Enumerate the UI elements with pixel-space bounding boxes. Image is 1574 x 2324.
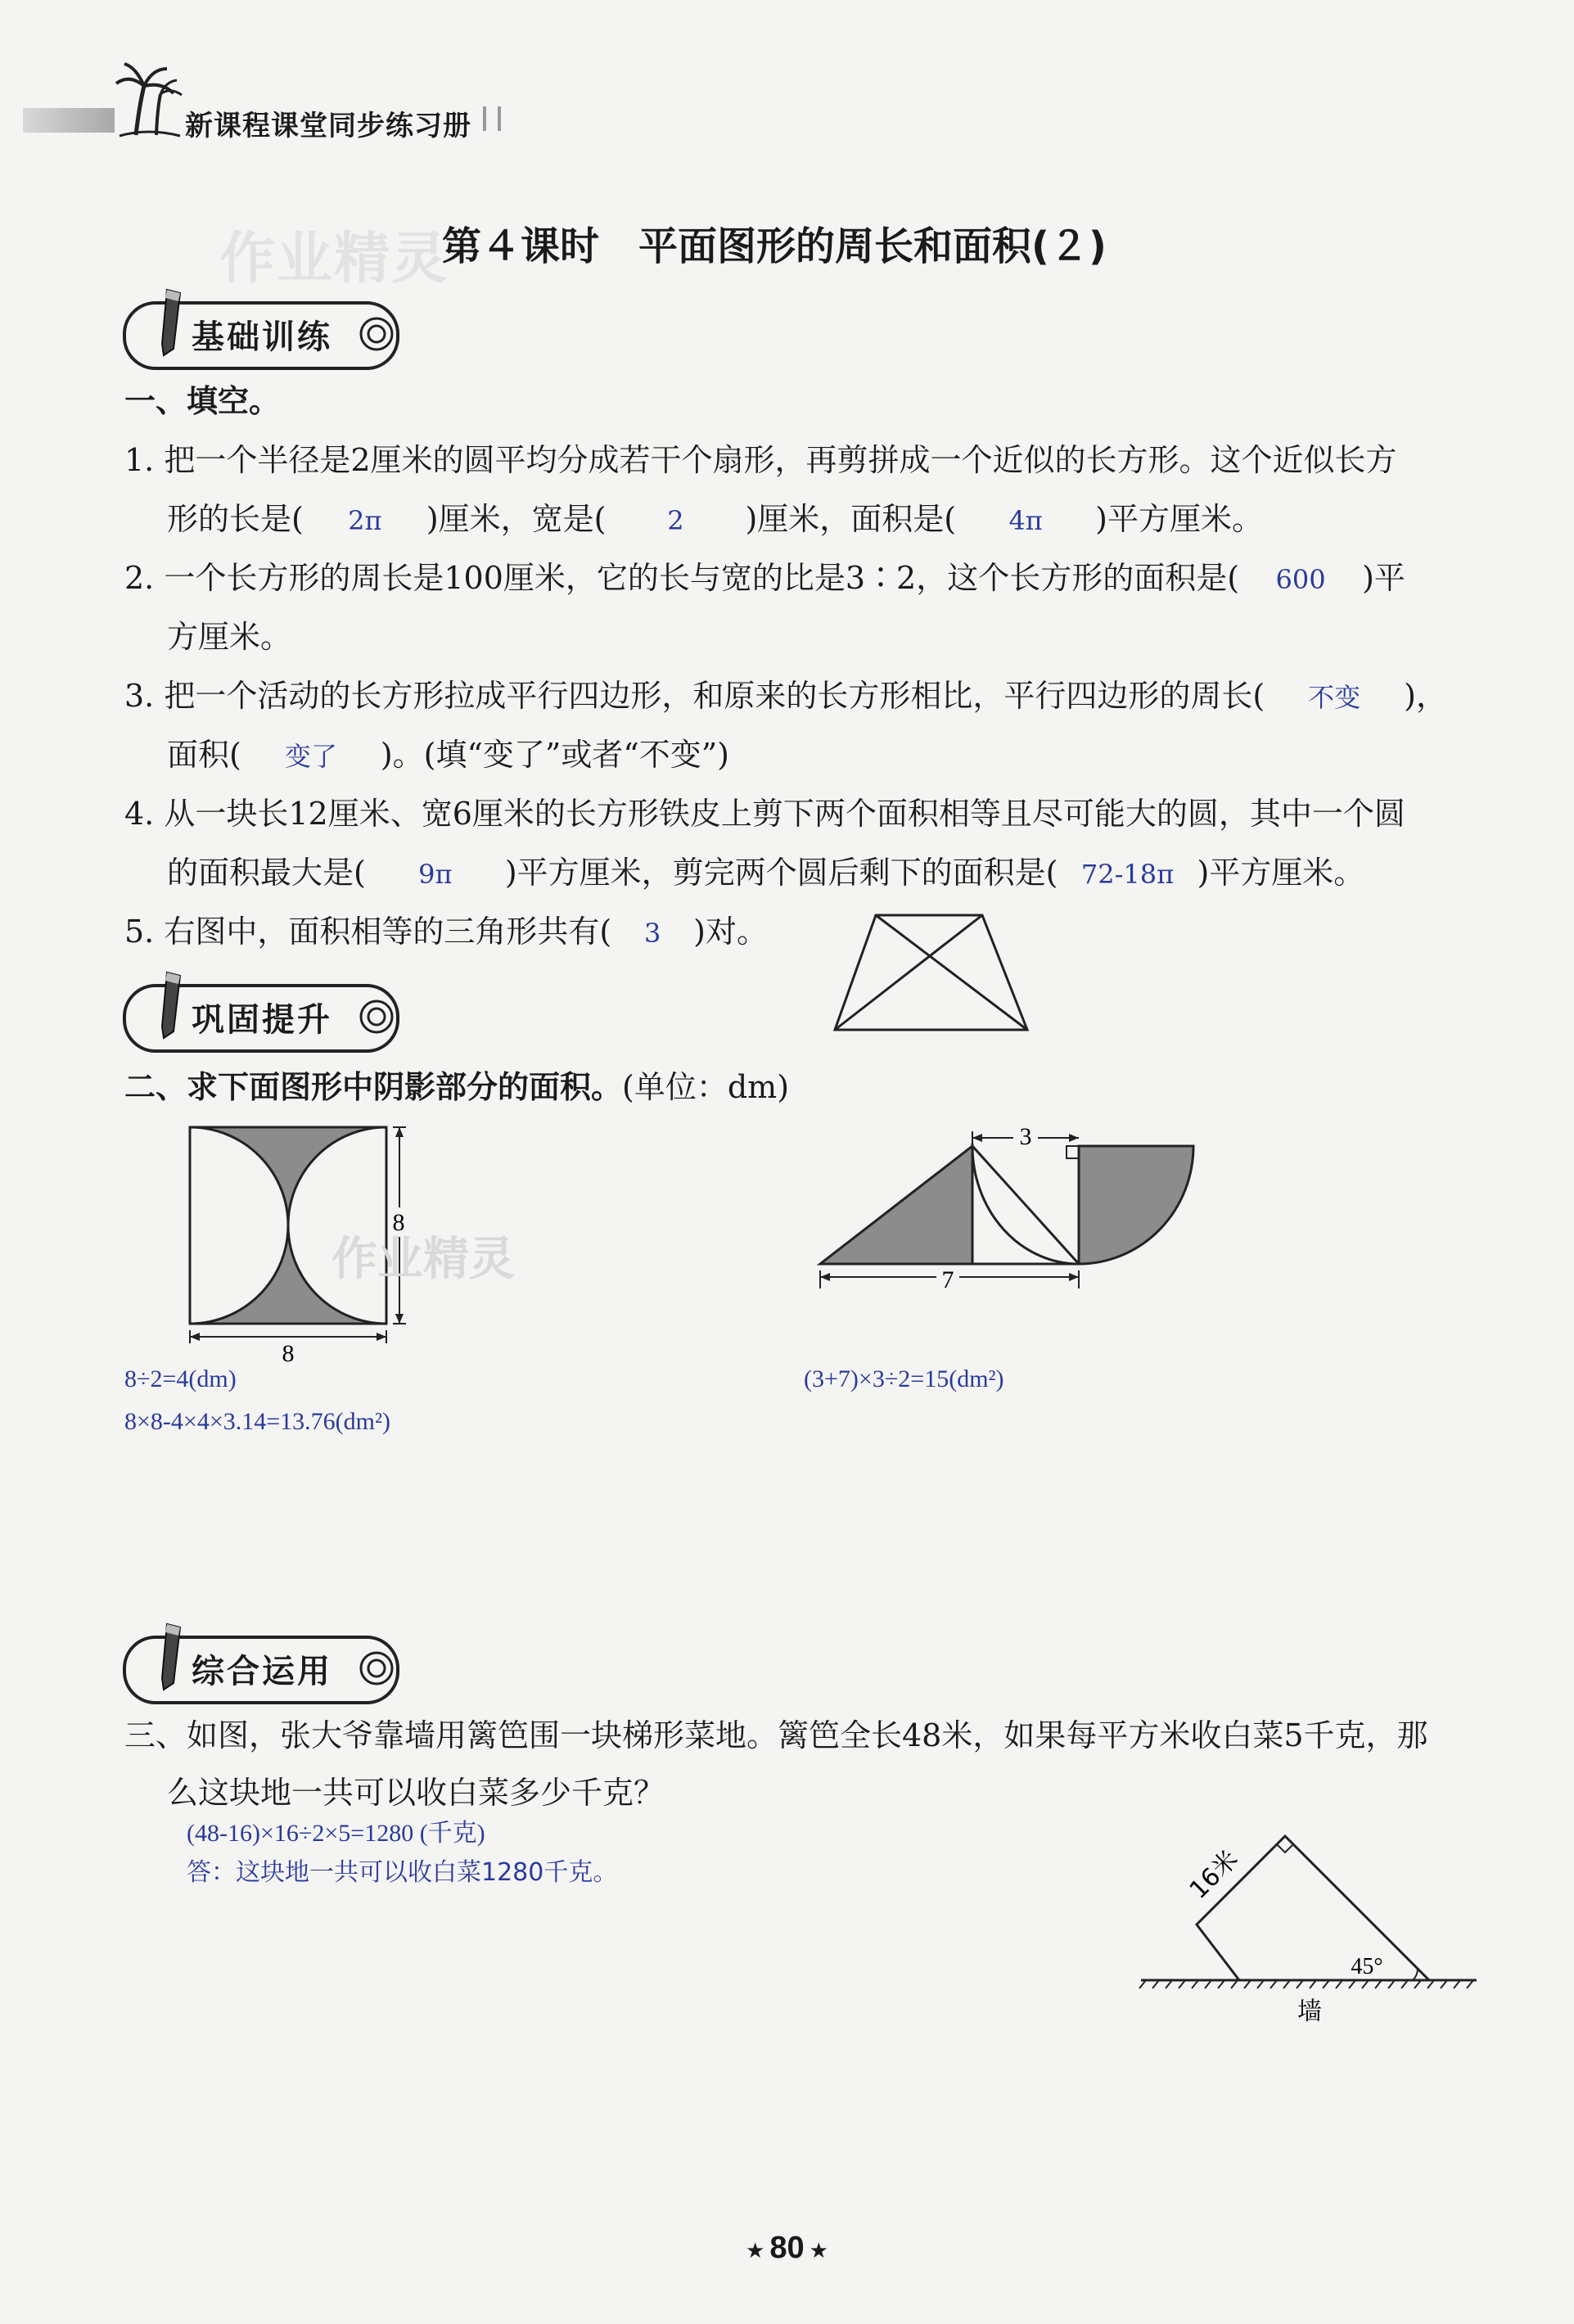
calc1-line2: 8×8-4×4×3.14=13.76(dm²) (124, 1408, 390, 1435)
fig3-angle-label: 45° (1351, 1954, 1383, 1979)
part3-answer: 答：这块地一共可以收白菜1280千克。 (187, 1858, 618, 1887)
lesson-title: 第４课时 平面图形的周长和面积(２) (442, 223, 1107, 269)
q1-text-a: 形的长是( (167, 501, 304, 537)
fig2-top-label: 3 (1019, 1128, 1032, 1150)
page-header (0, 57, 1574, 147)
q4-text-b: )平方厘米，剪完两个圆后剩下的面积是( (504, 855, 1058, 891)
q3-text-b: )， (1404, 678, 1447, 714)
target-icon (359, 999, 395, 1035)
section-label-consolidate: 巩固提升 (192, 1001, 332, 1039)
q1-line2 (167, 501, 1263, 539)
part2-heading: 二、求下面图形中阴影部分的面积。 (124, 1069, 623, 1105)
fig2-bottom-label: 7 (941, 1266, 954, 1293)
section-badge-basic (123, 301, 409, 367)
q5-text-a: 5. 右图中，面积相等的三角形共有( (124, 914, 612, 950)
q1-answer-area: 4π (1008, 505, 1043, 536)
q3-line1 (124, 678, 1447, 715)
fig1-bottom-label: 8 (282, 1340, 295, 1363)
calc2-line: (3+7)×3÷2=15(dm²) (804, 1365, 1004, 1392)
q3-line2 (167, 737, 729, 774)
watermark: 作业精灵 (219, 227, 449, 291)
q2-line1 (124, 560, 1405, 598)
q3-text-d: )。(填“变了”或者“不变”) (380, 737, 730, 773)
q4-text-c: )平方厘米。 (1197, 855, 1365, 891)
section-badge-comprehensive (123, 1636, 409, 1701)
q2-line2: 方厘米。 (167, 619, 292, 655)
q5-line (124, 914, 768, 951)
header-bars (483, 106, 501, 131)
q3-text-line1: 三、如图，张大爷靠墙用篱笆围一块梯形菜地。篱笆全长48米，如果每平方米收白菜5千克，那 (124, 1717, 1428, 1753)
q2-answer: 600 (1275, 564, 1326, 595)
target-icon (359, 1650, 395, 1686)
q3-text-c: 面积( (167, 737, 241, 773)
q1-answer-length: 2π (348, 505, 382, 536)
section-badge-consolidate (123, 984, 409, 1049)
q4-line1: 4. 从一块长12厘米、宽6厘米的长方形铁皮上剪下两个面积相等且尽可能大的圆，其中一个圆 (124, 796, 1405, 832)
q1-answer-width: 2 (667, 505, 684, 536)
q3-answer-perimeter: 不变 (1308, 682, 1361, 713)
q3-answer-area: 变了 (284, 741, 337, 772)
q2-text-a: 2. 一个长方形的周长是100厘米，它的长与宽的比是3∶2，这个长方形的面积是( (124, 560, 1240, 596)
page-number: 80 (769, 2231, 805, 2265)
q3-text-line2: 么这块地一共可以收白菜多少千克？ (167, 1775, 665, 1811)
page-number-row (0, 2231, 1574, 2266)
fig3-wall-label: 墙 (1297, 1997, 1322, 2026)
garden-figure (1130, 1821, 1490, 2034)
pencil-icon (156, 966, 192, 1056)
composite-figure (810, 1128, 1203, 1316)
section-label-comprehensive: 综合运用 (192, 1653, 332, 1690)
book-title: 新课程课堂同步练习册 (185, 110, 471, 142)
figure-watermark: 作业精灵 (331, 1233, 515, 1286)
q1-text-b: )厘米，宽是( (426, 501, 607, 537)
q4-line2 (167, 855, 1364, 892)
q1-text-d: )平方厘米。 (1095, 501, 1263, 537)
q5-text-b: )对。 (693, 914, 768, 950)
header-gray-bar (23, 108, 115, 133)
pencil-icon (156, 283, 192, 373)
part1-heading: 一、填空。 (124, 383, 281, 419)
q1-text-c: )厘米，面积是( (745, 501, 957, 537)
q4-answer-remaining: 72-18π (1080, 859, 1175, 890)
fig3-side-label: 16米 (1184, 1844, 1244, 1905)
star-icon: ★ (809, 2238, 828, 2263)
target-icon (359, 316, 395, 352)
q5-answer: 3 (643, 918, 661, 949)
trapezoid-figure (827, 907, 1040, 1038)
q4-text-a: 的面积最大是( (167, 855, 366, 891)
palm-tree-icon (111, 57, 185, 139)
part2-heading-row (124, 1069, 789, 1107)
q3-text-a: 3. 把一个活动的长方形拉成平行四边形，和原来的长方形相比，平行四边形的周长( (124, 678, 1265, 714)
fig1-side-label: 8 (392, 1209, 405, 1236)
q1-line1: 1. 把一个半径是2厘米的圆平均分成若干个扇形，再剪拼成一个近似的长方形。这个近似长方 (124, 442, 1397, 478)
q2-text-b: )平 (1362, 560, 1405, 596)
part2-unit: (单位：dm) (622, 1069, 790, 1105)
star-icon: ★ (746, 2238, 765, 2263)
section-label-basic: 基础训练 (192, 318, 332, 356)
part3-calc: (48-16)×16÷2×5=1280 (千克) (187, 1820, 485, 1847)
calc1-line1: 8÷2=4(dm) (124, 1365, 237, 1392)
q4-answer-circle: 9π (418, 859, 453, 890)
pencil-icon (156, 1618, 192, 1708)
